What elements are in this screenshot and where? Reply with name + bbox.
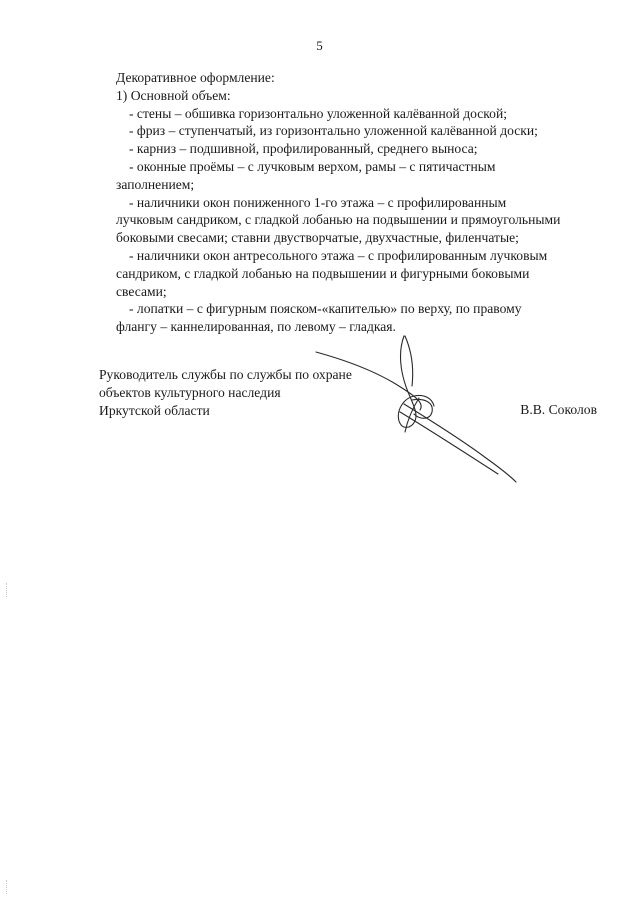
scan-margin-mark-1	[6, 583, 10, 597]
list-item-first-floor-casings: - наличники окон пониженного 1-го этажа – с профилированным	[129, 194, 507, 210]
signatory-title-line-3: Иркутской области	[99, 402, 210, 418]
list-item-frieze: - фриз – ступенчатый, из горизонтально уложенной калёванной доски;	[129, 123, 538, 139]
list-item-walls: - стены – обшивка горизонтально уложенной калёванной доской;	[129, 105, 508, 121]
list-item-first-floor-casings-cont2: боковыми свесами; ставни двустворчатые, двухчастные, филенчатые;	[116, 230, 519, 246]
scan-margin-mark-2	[6, 880, 10, 894]
document-body	[116, 69, 596, 336]
list-item-first-floor-casings-cont1: лучковым сандриком, с гладкой лобанью на подвышении и прямоугольными	[116, 212, 561, 228]
list-item-pilasters-cont: флангу – каннелированная, по левому – гладкая.	[116, 319, 396, 335]
page-number: 5	[316, 38, 323, 53]
signatory-title-line-1: Руководитель службы по службы по охране	[99, 367, 352, 382]
list-item-mezzanine-casings: - наличники окон антресольного этажа – с профилированным лучковым	[129, 247, 548, 263]
list-item-window-openings: - оконные проёмы – с лучковым верхом, рамы – с пятичастным	[129, 158, 496, 174]
list-item-mezzanine-casings-cont1: сандриком, с гладкой лобанью на подвышении и фигурными боковыми	[116, 265, 530, 281]
section-subheading: 1) Основной объем:	[116, 87, 231, 103]
signatory-title-line-2: объектов культурного наследия	[99, 384, 281, 400]
signatory-name: В.В. Соколов	[520, 402, 597, 417]
list-item-window-openings-cont: заполнением;	[116, 176, 195, 192]
list-item-pilasters: - лопатки – с фигурным пояском-«капителью» по верху, по правому	[129, 301, 522, 317]
list-item-mezzanine-casings-cont2: свесами;	[116, 283, 167, 299]
list-item-cornice: - карниз – подшивной, профилированный, среднего выноса;	[129, 141, 478, 157]
section-heading: Декоративное оформление:	[116, 70, 275, 85]
